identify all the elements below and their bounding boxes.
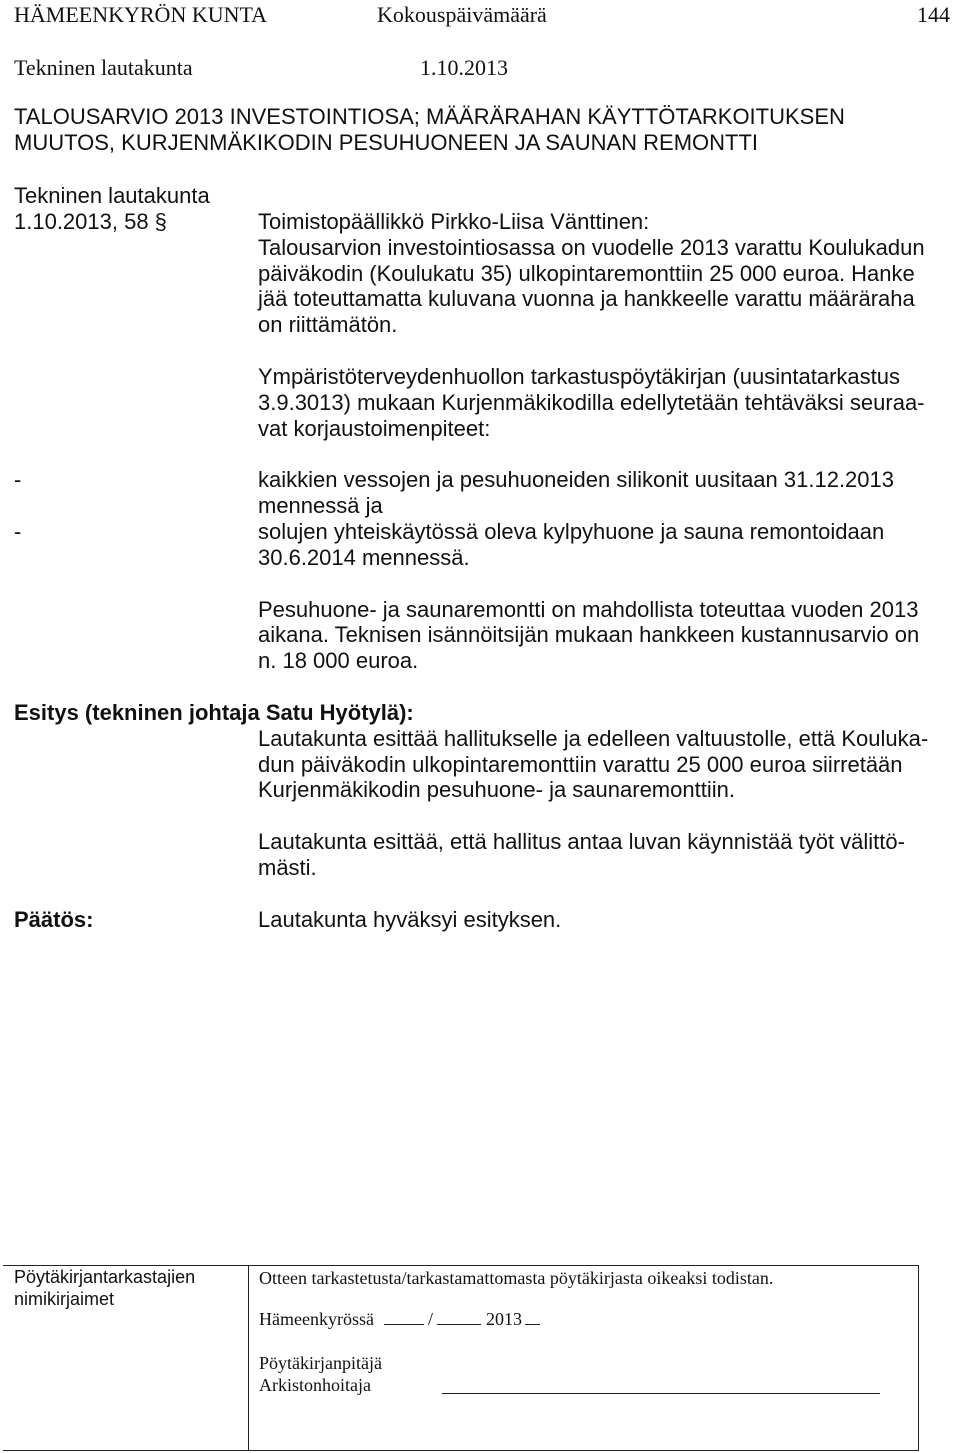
bullet-line: solujen yhteiskäytössä oleva kylpyhuone ja sauna remontoidaan [258,518,885,544]
bullet-row [14,493,944,519]
place-name: Hämeenkyrössä [259,1309,374,1329]
bullet-marker: - [14,518,22,544]
text-row [14,209,944,235]
text-row [14,622,944,648]
empty-cell [14,622,258,648]
text-row [14,648,944,674]
place-date-line [259,1308,540,1330]
empty-cell [14,597,258,623]
item-title [14,104,845,156]
text-row [14,286,944,312]
empty-cell [14,261,258,287]
empty-cell [14,777,258,803]
paragraph-line: mästi. [258,854,317,880]
paragraph-line: Talousarvion investointiosassa on vuodelle 2013 varattu Koulukadun [258,234,925,260]
text-row [14,855,944,881]
text-row [14,700,944,726]
text-row [14,777,944,803]
empty-cell [258,183,944,209]
certification-box [3,1265,919,1451]
decision-label: Päätös: [14,906,94,932]
municipality-name: HÄMEENKYRÖN KUNTA [14,2,268,27]
initials-label: nimikirjaimet [14,1289,115,1309]
decision-row [14,907,944,933]
year-suffix-blank [525,1309,540,1325]
blank-line [14,571,944,597]
empty-cell [14,416,258,442]
blank-line [14,674,944,700]
page-number: 144 [917,2,950,27]
empty-cell [14,545,258,571]
paragraph-line: aikana. Teknisen isännöitsijän mukaan hankkeen kustannusarvio on [258,622,920,648]
paragraph-line: jää toteuttamatta kuluvana vuonna ja hankkeelle varattu määräraha [258,286,915,312]
bullet-marker: - [14,467,22,493]
empty-cell [14,726,258,752]
bullet-row [14,467,944,493]
text-row [14,752,944,778]
bullet-line: mennessä ja [258,493,383,519]
empty-cell [14,235,258,261]
day-blank [384,1309,424,1325]
paragraph-line: on riittämätön. [258,312,398,338]
text-row [14,183,944,209]
blank-line [14,881,944,907]
date-separator: / [427,1309,433,1329]
decision-text: Lautakunta hyväksyi esityksen. [258,906,562,932]
meeting-date: 1.10.2013 [420,55,508,80]
paragraph-line: Lautakunta esittää hallitukselle ja edelleen valtuustolle, että Kouluka- [258,725,929,751]
proposal-heading: Esitys (tekninen johtaja Satu Hyötylä): [14,699,414,725]
paragraph-line: Lautakunta esittää, että hallitus antaa luvan käynnistää työt välittö- [258,829,905,855]
empty-cell [14,752,258,778]
text-row [14,364,944,390]
paragraph-line: n. 18 000 euroa. [258,648,419,674]
empty-cell [14,829,258,855]
item-reference: 1.10.2013, 58 § [14,208,167,234]
paragraph-line: päiväkodin (Koulukatu 35) ulkopintaremonttiin 25 000 euroa. Hanke [258,260,915,286]
blank-line [14,803,944,829]
paragraph-line: dun päiväkodin ulkopintaremonttiin varattu 25 000 euroa siirretään [258,751,903,777]
header-committee: Tekninen lautakunta [14,55,193,80]
text-row [14,390,944,416]
blank-line [14,338,944,364]
signature-line [442,1393,880,1394]
bullet-row [14,545,944,571]
text-row [14,829,944,855]
empty-cell [14,312,258,338]
year: 2013 [485,1309,522,1329]
title-line: MUUTOS, KURJENMÄKIKODIN PESUHUONEEN JA SAUNAN REMONTTI [14,129,759,155]
item-committee: Tekninen lautakunta [14,183,210,208]
text-row [14,312,944,338]
secretary-label: Pöytäkirjanpitäjä [259,1353,382,1373]
empty-cell [14,855,258,881]
bullet-line: kaikkien vessojen ja pesuhuoneiden silikonit uusitaan 31.12.2013 [258,467,895,493]
meeting-date-label: Kokouspäivämäärä [377,2,547,27]
title-line: TALOUSARVIO 2013 INVESTOINTIOSA; MÄÄRÄRAHAN KÄYTTÖTARKOITUKSEN [14,104,845,129]
paragraph-line: Pesuhuone- ja saunaremontti on mahdollista toteuttaa vuoden 2013 [258,596,919,622]
paragraph-line: vat korjaustoimenpiteet: [258,415,491,441]
archivist-label: Arkistonhoitaja [259,1375,371,1395]
paragraph-line: 3.9.3013) mukaan Kurjenmäkikodilla edellytetään tehtäväksi seuraa- [258,389,925,415]
month-blank [437,1309,481,1325]
bullet-row [14,519,944,545]
blank-line [14,441,944,467]
text-row [14,261,944,287]
item-body [14,183,944,932]
bullet-line: 30.6.2014 mennessä. [258,544,470,570]
paragraph-line: Ympäristöterveydenhuollon tarkastuspöytäkirjan (uusintatarkastus [258,363,900,389]
certification-text: Otteen tarkastetusta/tarkastamattomasta pöytäkirjasta oikeaksi todistan. [259,1268,774,1288]
presenter: Toimistopäällikkö Pirkko-Liisa Vänttinen: [258,208,650,234]
text-row [14,235,944,261]
paragraph-line: Kurjenmäkikodin pesuhuone- ja saunaremonttiin. [258,777,735,803]
empty-cell [14,286,258,312]
empty-cell [14,648,258,674]
text-row [14,416,944,442]
column-divider [248,1266,249,1450]
empty-cell [14,493,258,519]
initials-label: Pöytäkirjantarkastajien [14,1267,196,1287]
text-row [14,597,944,623]
text-row [14,726,944,752]
empty-cell [14,390,258,416]
empty-cell [14,364,258,390]
